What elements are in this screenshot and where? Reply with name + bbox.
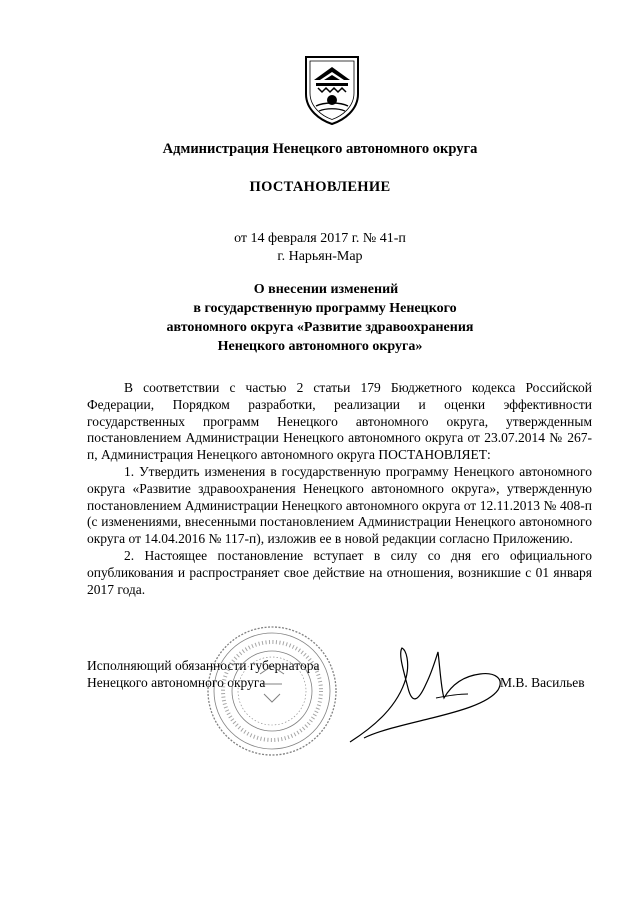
subject-line: О внесении изменений [253, 282, 399, 297]
document-date-block [0, 230, 640, 266]
signer-position-line: Исполняющий обязанности губернатора [87, 658, 320, 673]
document-date: от 14 февраля 2017 г. № 41-п [234, 231, 406, 246]
official-seal-icon [202, 624, 342, 759]
document-body [87, 380, 592, 598]
signer-position-line: Ненецкого автономного округа [87, 674, 266, 690]
organization-name: Администрация Ненецкого автономного округа [162, 141, 478, 157]
subject-line: автономного округа «Развитие здравоохранения [166, 320, 474, 335]
document-place: г. Нарьян-Мар [277, 249, 363, 264]
document-type: ПОСТАНОВЛЕНИЕ [249, 179, 391, 195]
body-paragraph: В соответствии с частью 2 статьи 179 Бюджетного кодекса Российской Федерации, Порядком разработки, реализации и оценки эффективности государственных программ Ненецкого автономного округа, утвержденным постановлением Администрации Ненецкого автономного округа от 23.07.2014 № 267-п, Администрация Ненецкого автономного округа ПОСТАНОВЛЯЕТ: [87, 380, 592, 463]
handwritten-signature-icon [340, 642, 510, 750]
signer-name: М.В. Васильев [500, 675, 585, 690]
body-paragraph: 2. Настоящее постановление вступает в силу со дня его официального опубликования и распространяет свое действие на отношения, возникшие с 01 января 2017 года. [87, 547, 592, 597]
body-paragraph: 1. Утвердить изменения в государственную программу Ненецкого автономного округа «Развитие здравоохранения Ненецкого автономного округа», утвержденную постановлением Администрации Ненецкого автономного округа от 12.11.2013 № 408-п (с изменениями, внесенными постановлением Администрации Ненецкого автономного округа от 14.04.2016 № 117-п), изложив ее в новой редакции согласно Приложению. [87, 463, 592, 547]
subject-line: в государственную программу Ненецкого [193, 301, 457, 316]
coat-of-arms-icon [302, 54, 362, 126]
document-subject [0, 280, 640, 356]
subject-line: Ненецкого автономного округа» [217, 339, 423, 354]
